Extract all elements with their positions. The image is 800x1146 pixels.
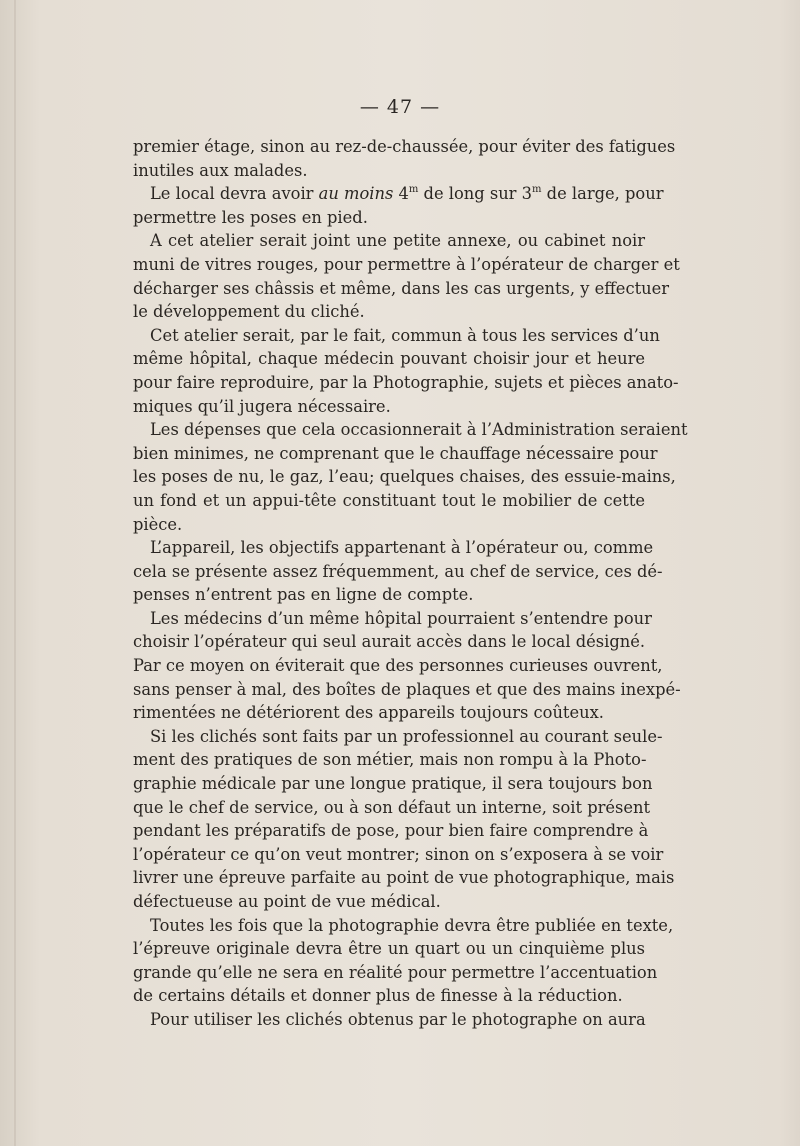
text-line: Le local devra avoir au moins 4$^m$ de long sur 3$^m$ de large, pour [150,184,664,204]
text-line: de certains détails et donner plus de finesse à la réduction. [133,986,623,1006]
text-line: A cet atelier serait joint une petite annexe, ou cabinet noir [150,231,645,251]
text-line: pièce. [133,514,183,534]
text-line: le développement du cliché. [133,302,365,322]
text-line: choisir l’opérateur qui seul aurait accès dans le local désigné. [133,632,646,652]
text-line: L’appareil, les objectifs appartenant à l’opérateur ou, comme [150,538,654,558]
text-line: défectueuse au point de vue médical. [133,892,441,911]
text-line: grande qu’elle ne sera en réalité pour permettre l’accentuation [133,962,658,982]
text-line: livrer une épreuve parfaite au point de vue photographique, mais [133,868,675,888]
text-line: Les dépenses que cela occasionnerait à l’Administration seraient [150,420,688,440]
body-text [133,135,688,1032]
text-line: penses n’entrent pas en ligne de compte. [133,585,474,605]
text-line: décharger ses châssis et même, dans les cas urgents, y effectuer [133,278,670,298]
text-line: Si les clichés sont faits par un professionnel au courant seule- [150,726,663,746]
text-line: pendant les préparatifs de pose, pour bien faire comprendre à [133,821,649,841]
text-line: Les médecins d’un même hôpital pourraient s’entendre pour [150,608,652,628]
text-line: Cet atelier serait, par le fait, commun à tous les services d’un [150,325,660,345]
italic-emphasis: au moins [318,184,394,204]
page-fold-shadow [14,0,16,1146]
text-line: sans penser à mal, des boîtes de plaques et que des mains inexpé- [133,679,681,699]
text-line: miques qu’il jugera nécessaire. [133,396,391,416]
superscript-unit: m [408,184,419,196]
text-line: Toutes les fois que la photographie devra être publiée en texte, [150,915,674,935]
text-line: premier étage, sinon au rez-de-chaussée, pour éviter des fatigues [133,137,676,156]
text-line: un fond et un appui-tête constituant tout le mobilier de cette [133,490,645,510]
text-line: l’épreuve originale devra être un quart ou un cinquième plus [133,939,645,959]
text-line: rimentées ne détériorent des appareils toujours coûteux. [133,703,604,723]
text-line: permettre les poses en pied. [133,207,368,227]
text-line: pour faire reproduire, par la Photographie, sujets et pièces anato- [133,372,679,392]
text-line: cela se présente assez fréquemment, au chef de service, ces dé- [133,561,663,581]
text-line: Pour utiliser les clichés obtenus par le photographe on aura [150,1009,646,1029]
text-line: que le chef de service, ou à son défaut un interne, soit présent [133,797,651,817]
text-line: les poses de nu, le gaz, l’eau; quelques chaises, des essuie-mains, [133,467,676,487]
text-line: bien minimes, ne comprenant que le chauffage nécessaire pour [133,443,658,463]
text-line: graphie médicale par une longue pratique, il sera toujours bon [133,774,653,794]
text-line: muni de vitres rouges, pour permettre à l’opérateur de charger et [133,254,680,274]
text-line: inutiles aux malades. [133,160,308,180]
text-line: Par ce moyen on éviterait que des personnes curieuses ouvrent, [133,656,663,676]
text-line: l’opérateur ce qu’on veut montrer; sinon on s’exposera à se voir [133,844,664,864]
page-number: — 47 — [359,96,441,118]
text-line: même hôpital, chaque médecin pouvant choisir jour et heure [133,349,645,369]
superscript-unit: m [532,184,542,196]
text-line: ment des pratiques de son métier, mais non rompu à la Photo- [133,750,647,770]
